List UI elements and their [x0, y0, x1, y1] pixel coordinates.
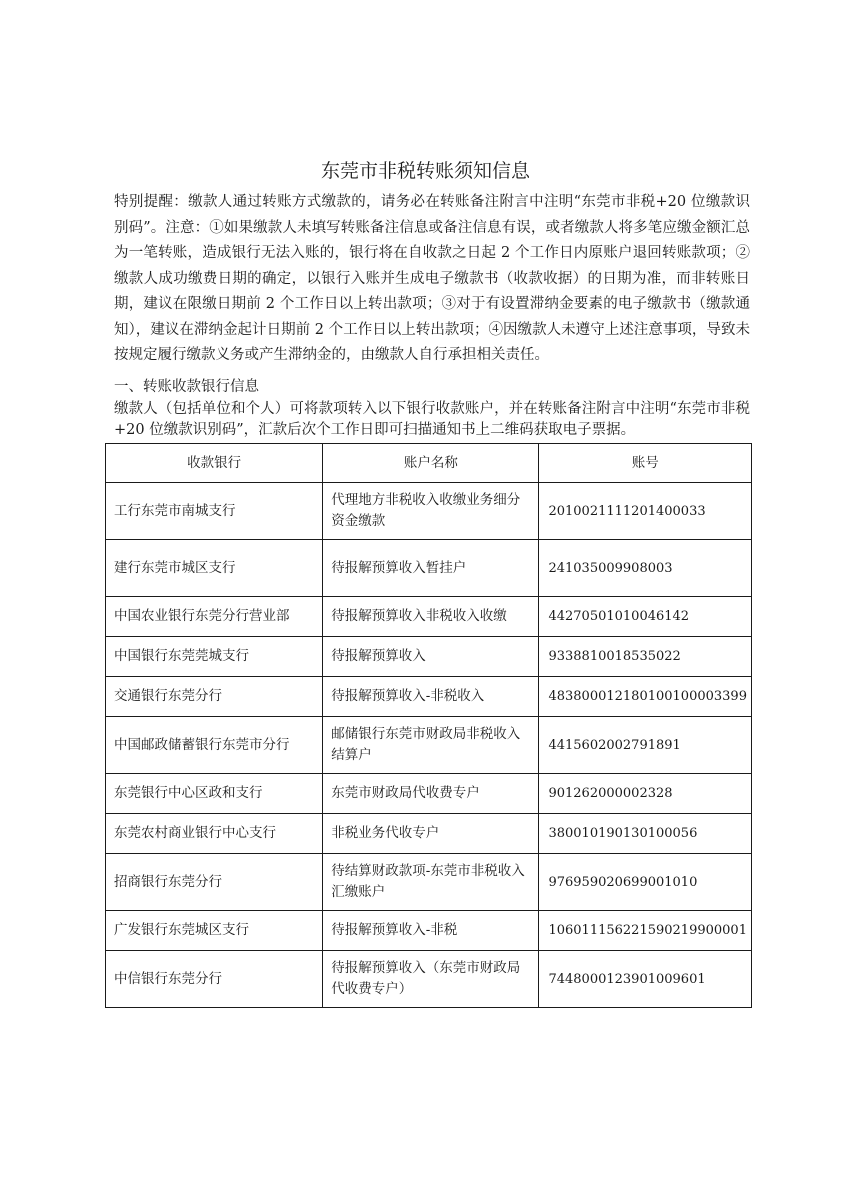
cell-account-number: 380010190130100056	[539, 814, 752, 854]
cell-bank: 建行东莞市城区支行	[106, 540, 323, 597]
cell-account-name: 待结算财政款项-东莞市非税收入汇缴账户	[323, 854, 539, 911]
cell-account-number: 44270501010046142	[539, 597, 752, 637]
cell-account-name: 非税业务代收专户	[323, 814, 539, 854]
table-row	[106, 717, 752, 774]
cell-account-number: 241035009908003	[539, 540, 752, 597]
header-bank: 收款银行	[106, 444, 323, 483]
cell-account-name: 东莞市财政局代收费专户	[323, 774, 539, 814]
cell-account-number: 976959020699001010	[539, 854, 752, 911]
cell-account-number: 4415602002791891	[539, 717, 752, 774]
cell-account-number: 901262000002328	[539, 774, 752, 814]
cell-bank: 东莞农村商业银行中心支行	[106, 814, 323, 854]
cell-bank: 中国银行东莞莞城支行	[106, 637, 323, 677]
page-title: 东莞市非税转账须知信息	[320, 160, 530, 182]
cell-account-number: 483800012180100100003399	[539, 677, 752, 717]
table-row	[106, 677, 752, 717]
cell-bank: 交通银行东莞分行	[106, 677, 323, 717]
table-row	[106, 597, 752, 637]
header-account-name: 账户名称	[323, 444, 539, 483]
cell-bank: 中国邮政储蓄银行东莞市分行	[106, 717, 323, 774]
cell-account-name: 代理地方非税收入收缴业务细分资金缴款	[323, 483, 539, 540]
cell-bank: 工行东莞市南城支行	[106, 483, 323, 540]
table-row	[106, 774, 752, 814]
table-row	[106, 483, 752, 540]
table-row	[106, 911, 752, 951]
bank-account-table	[105, 443, 752, 1008]
table-row	[106, 854, 752, 911]
cell-bank: 招商银行东莞分行	[106, 854, 323, 911]
section-description: 缴款人（包括单位和个人）可将款项转入以下银行收款账户，并在转账备注附言中注明“东莞市非税+20 位缴款识别码”，汇款后次个工作日即可扫描通知书上二维码获取电子票据。	[114, 401, 750, 438]
cell-account-name: 待报解预算收入	[323, 637, 539, 677]
cell-account-number: 9338810018535022	[539, 637, 752, 677]
cell-bank: 中信银行东莞分行	[106, 951, 323, 1008]
table-row	[106, 814, 752, 854]
section-heading: 一、转账收款银行信息	[114, 379, 259, 395]
table-row	[106, 540, 752, 597]
table-header-row	[106, 444, 752, 483]
cell-account-name: 待报解预算收入-非税收入	[323, 677, 539, 717]
cell-account-name: 待报解预算收入-非税	[323, 911, 539, 951]
cell-account-name: 邮储银行东莞市财政局非税收入结算户	[323, 717, 539, 774]
cell-bank: 中国农业银行东莞分行营业部	[106, 597, 323, 637]
cell-bank: 东莞银行中心区政和支行	[106, 774, 323, 814]
table-row	[106, 637, 752, 677]
cell-account-name: 待报解预算收入暂挂户	[323, 540, 539, 597]
cell-account-name: 待报解预算收入（东莞市财政局代收费专户）	[323, 951, 539, 1008]
header-account-number: 账号	[539, 444, 752, 483]
cell-account-number: 7448000123901009601	[539, 951, 752, 1008]
table-row	[106, 951, 752, 1008]
cell-account-number: 2010021111201400033	[539, 483, 752, 540]
notice-paragraph: 特别提醒：缴款人通过转账方式缴款的，请务必在转账备注附言中注明“东莞市非税+20 位缴款识别码”。注意：①如果缴款人未填写转账备注信息或备注信息有误，或者缴款人将多笔应缴金额汇总为一笔转账，造成银行无法入账的，银行将在自收款之日起 2 个工作日内原账户退回转账款项；②缴款人成功缴费日期的确定，以银行入账并生成电子缴款书（收款收据）的日期为准，而非转账日期，建议在限缴日期前 2 个工作日以上转出款项；③对于有设置滞纳金要素的电子缴款书（缴款通知），建议在滞纳金起计日期前 2 个工作日以上转出款项；④因缴款人未遵守上述注意事项，导致未按规定履行缴款义务或产生滞纳金的，由缴款人自行承担相关责任。	[114, 194, 750, 363]
cell-bank: 广发银行东莞城区支行	[106, 911, 323, 951]
cell-account-name: 待报解预算收入非税收入收缴	[323, 597, 539, 637]
cell-account-number: 106011156221590219900001	[539, 911, 752, 951]
